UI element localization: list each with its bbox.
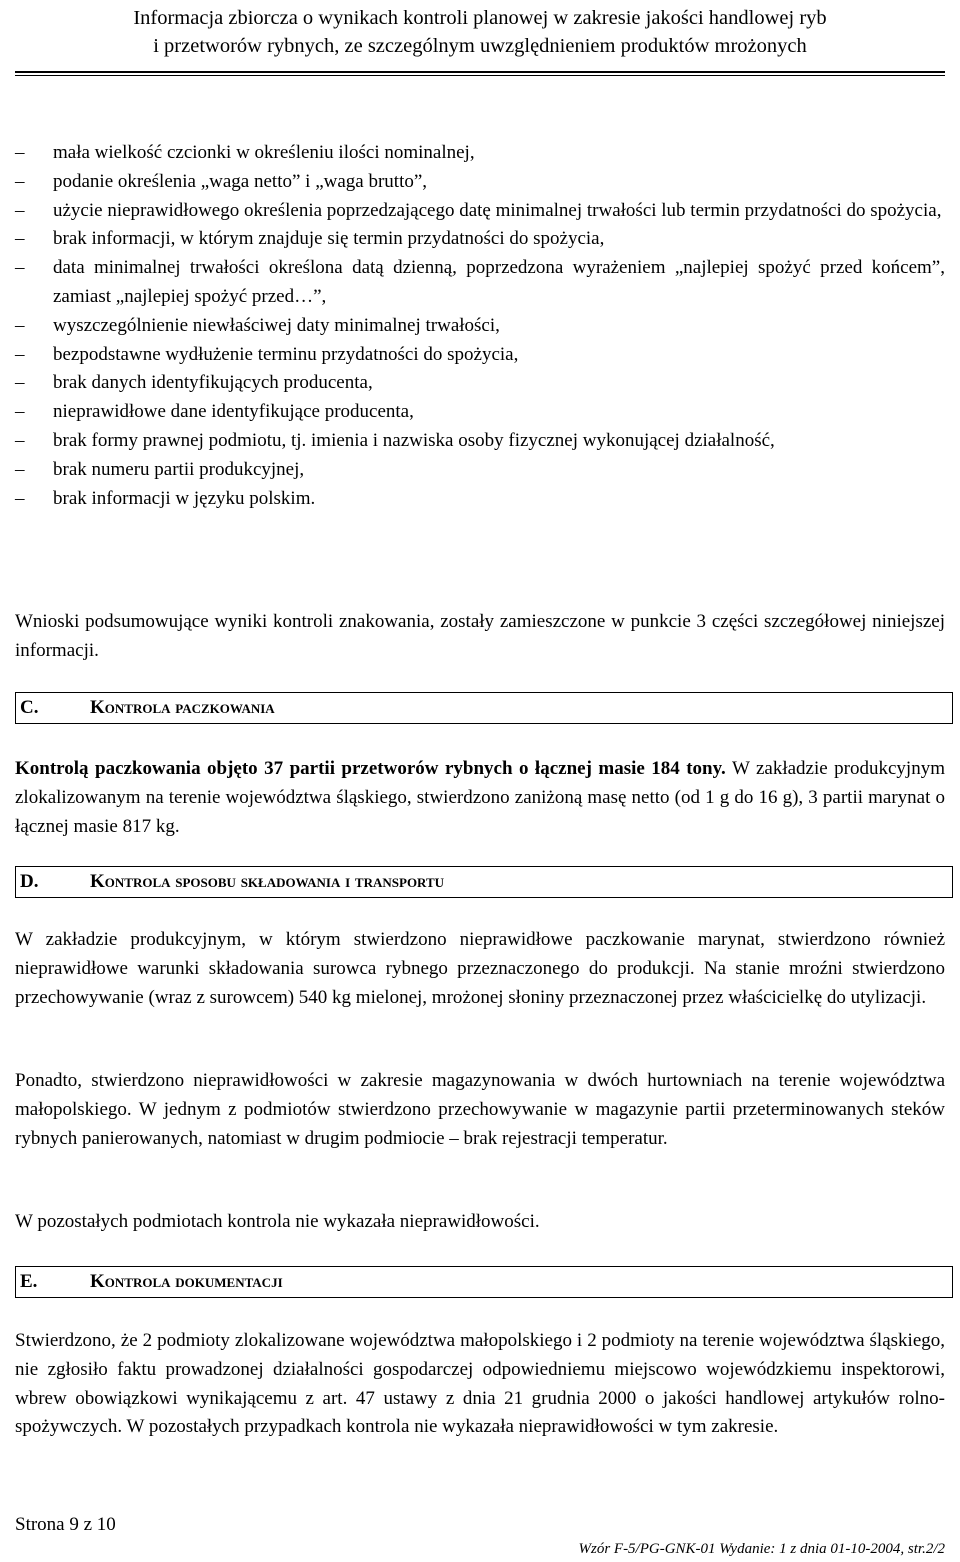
dash-icon: –: [15, 199, 25, 221]
dash-icon: –: [15, 487, 25, 509]
section-d-heading: [15, 866, 953, 898]
dash-icon: –: [15, 401, 25, 423]
list-item: – bezpodstawne wydłużenie terminu przydatności do spożycia,: [15, 341, 945, 370]
section-c-summary: Kontrolą paczkowania objęto 37 partii przetworów rybnych o łącznej masie 184 tony.: [15, 758, 726, 779]
dash-icon: –: [15, 314, 25, 336]
list-item: – użycie nieprawidłowego określenia poprzedzającego datę minimalnej trwałości lub termin przydatności do spożycia,: [15, 197, 945, 226]
header-rule: [15, 71, 945, 76]
list-item: – podanie określenia „waga netto” i „waga brutto”,: [15, 168, 945, 197]
section-d-letter: D.: [20, 871, 39, 892]
section-e-paragraph-1: Stwierdzono, że 2 podmioty zlokalizowane województwa małopolskiego i 2 podmioty na terenie województwa śląskiego, nie zgłosiło faktu prowadzonej działalności gospodarczej odpowiedniemu miejscowo wojewódzkiemu inspektorowi, wbrew obowiązkowi wynikającemu z art. 47 ustawy z dnia 21 grudnia 2000 o jakości handlowej artykułów rolno-spożywczych. W pozostałych przypadkach kontrola nie wykazała nieprawidłowości w tym zakresie.: [15, 1330, 945, 1438]
section-c-body: [15, 755, 945, 841]
document-header: [0, 0, 960, 60]
labeling-conclusion: Wnioski podsumowujące wyniki kontroli znakowania, zostały zamieszczone w punkcie 3 części szczegółowej niniejszej informacji.: [15, 611, 945, 661]
section-d-paragraph-3: W pozostałych podmiotach kontrola nie wykazała nieprawidłowości.: [15, 1211, 540, 1232]
list-item: – mała wielkość czcionki w określeniu ilości nominalnej,: [15, 139, 945, 168]
section-c-title: Kontrola paczkowania: [90, 697, 275, 718]
form-identifier: Wzór F-5/PG-GNK-01 Wydanie: 1 z dnia 01-10-2004, str.2/2: [578, 1541, 945, 1557]
page-number: Strona 9 z 10: [15, 1514, 116, 1535]
list-item: – brak danych identyfikujących producenta,: [15, 369, 945, 398]
dash-icon: –: [15, 257, 25, 279]
dash-icon: –: [15, 429, 25, 451]
dash-icon: –: [15, 458, 25, 480]
header-line-2: i przetworów rybnych, ze szczególnym uwzględnieniem produktów mrożonych: [153, 35, 807, 57]
dash-icon: –: [15, 228, 25, 250]
section-c-letter: C.: [20, 697, 39, 718]
section-e-letter: E.: [20, 1271, 38, 1292]
list-item: – data minimalnej trwałości określona datą dzienną, poprzedzona wyrażeniem „najlepiej spożyć przed końcem”, zamiast „najlepiej spożyć przed…”,: [15, 254, 945, 312]
section-d-title: Kontrola sposobu składowania i transportu: [90, 871, 445, 892]
section-d-paragraph-1: W zakładzie produkcyjnym, w którym stwierdzono nieprawidłowe paczkowanie marynat, stwierdzono również nieprawidłowe warunki składowania surowca rybnego przeznaczonego do produkcji. Na stanie mroźni stwierdzono przechowywanie (wraz z surowcem) 540 kg mielonej, mrożonej słoniny przeznaczonej przez właścicielkę do utylizacji.: [15, 929, 945, 1008]
list-item: – brak numeru partii produkcyjnej,: [15, 456, 945, 485]
list-item: – brak formy prawnej podmiotu, tj. imienia i nazwiska osoby fizycznej wykonującej działalność,: [15, 427, 945, 456]
section-e-title: Kontrola dokumentacji: [90, 1271, 283, 1292]
section-c-text: W zakładzie produkcyjnym zlokalizowanym na terenie województwa śląskiego, stwierdzono zaniżoną masę netto (od 1 g do 16 g), 3 partii marynat o łącznej masie 817 kg.: [15, 758, 945, 837]
dash-icon: –: [15, 142, 25, 163]
dash-icon: –: [15, 372, 25, 394]
section-c-heading: [15, 692, 953, 724]
dash-icon: –: [15, 343, 25, 365]
dash-icon: –: [15, 170, 25, 192]
list-item: – wyszczególnienie niewłaściwej daty minimalnej trwałości,: [15, 312, 945, 341]
section-e-heading: [15, 1266, 953, 1298]
section-d-paragraph-2: Ponadto, stwierdzono nieprawidłowości w zakresie magazynowania w dwóch hurtowniach na terenie województwa małopolskiego. W jednym z podmiotów stwierdzono przechowywanie w magazynie partii przeterminowanych steków rybnych panierowanych, natomiast w drugim podmiocie – brak rejestracji temperatur.: [15, 1070, 945, 1149]
list-item: – brak informacji w języku polskim.: [15, 485, 945, 514]
list-item: – nieprawidłowe dane identyfikujące producenta,: [15, 398, 945, 427]
irregularities-list: [15, 139, 945, 513]
header-line-1: Informacja zbiorcza o wynikach kontroli planowej w zakresie jakości handlowej ryb: [133, 7, 827, 29]
list-item: – brak informacji, w którym znajduje się termin przydatności do spożycia,: [15, 225, 945, 254]
